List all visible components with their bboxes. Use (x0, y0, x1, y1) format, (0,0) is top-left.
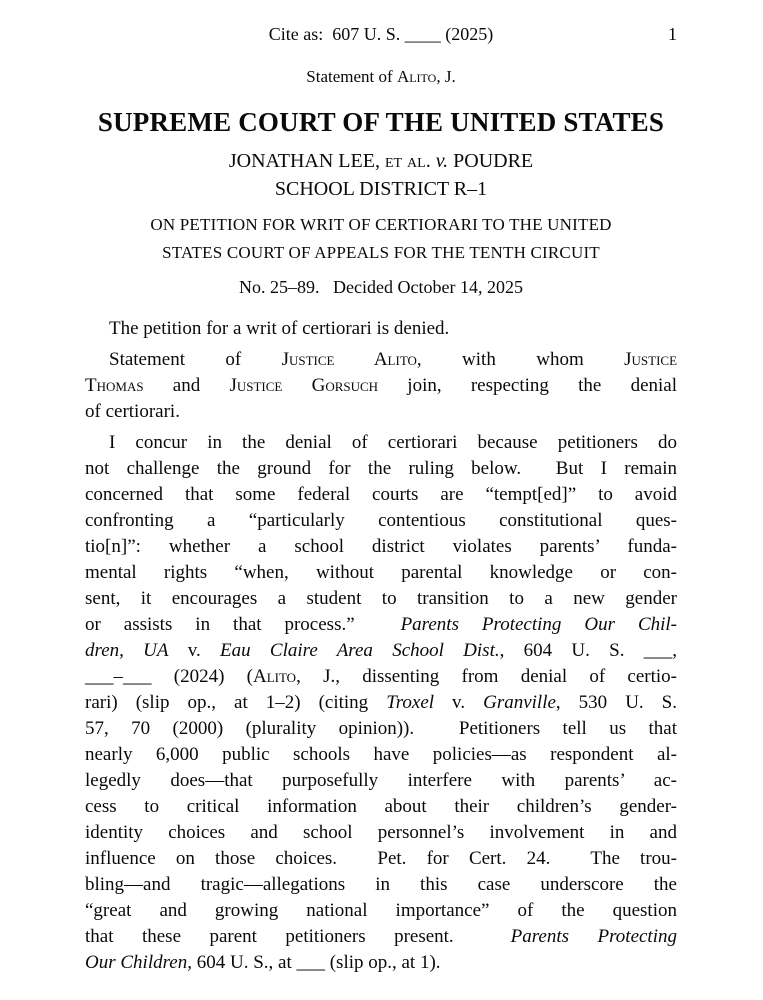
body-line: bling—and tragic—allegations in this case underscore the (85, 874, 677, 895)
body-line: influence on those choices. Pet. for Cert. 24. The trou- (85, 848, 677, 869)
petition-line-1: ON PETITION FOR WRIT OF CERTIORARI TO THE UNITED (150, 215, 612, 234)
body-line: 57, 70 (2000) (plurality opinion)). Petitioners tell us that (85, 718, 677, 739)
case-caption (85, 147, 677, 203)
body-line: The petition for a writ of certiorari is denied. (109, 318, 450, 339)
case-name-line-2: SCHOOL DISTRICT R–1 (274, 178, 488, 200)
body-line: confronting a “particularly contentious constitutional ques- (85, 510, 677, 531)
body-line: rari) (slip op., at 1–2) (citing Troxel v. Granville, 530 U. S. (85, 692, 677, 713)
page-number: 1 (668, 24, 677, 44)
petition-line-2: STATES COURT OF APPEALS FOR THE TENTH CIRCUIT (162, 243, 600, 262)
body-line: concerned that some federal courts are “tempt[ed]” to avoid (85, 484, 677, 505)
docket-line: No. 25–89. Decided October 14, 2025 (239, 277, 523, 297)
body-line: Thomas and Justice Gorsuch join, respecting the denial (85, 375, 678, 396)
court-title: SUPREME COURT OF THE UNITED STATES (97, 107, 665, 137)
body-line: not challenge the ground for the ruling below. But I remain (85, 458, 677, 479)
paragraph (85, 316, 677, 342)
body-line: dren, UA v. Eau Claire Area School Dist., 604 U. S. ___, (85, 640, 677, 661)
body-line: ___–___ (2024) (Alito, J., dissenting from denial of certio- (85, 666, 678, 687)
body-line: tio[n]”: whether a school district violates parents’ funda- (85, 536, 677, 557)
body-line: legedly does—that purposefully interfere with parents’ ac- (85, 770, 677, 791)
body-line: cess to critical information about their children’s gender- (85, 796, 677, 817)
body-line: of certiorari. (85, 401, 180, 422)
citation-line: Cite as: 607 U. S. ____ (2025) (268, 24, 494, 44)
body-line: Statement of Justice Alito, with whom Justice (109, 349, 678, 370)
body-line: Our Children, 604 U. S., at ___ (slip op., at 1). (85, 952, 441, 973)
paragraph (85, 430, 677, 976)
page-header (85, 22, 677, 46)
body-line: or assists in that process.” Parents Protecting Our Chil- (85, 614, 677, 635)
body-line: nearly 6,000 public schools have policies—as respondent al- (85, 744, 677, 765)
paragraph (85, 347, 677, 425)
body-line: I concur in the denial of certiorari because petitioners do (109, 432, 677, 453)
case-name-line-1: JONATHAN LEE, et al. v. POUDRE (228, 150, 534, 172)
running-head: Statement of Alito, J. (306, 67, 456, 86)
body-line: “great and growing national importance” of the question (85, 900, 677, 921)
body-line: that these parent petitioners present. Parents Protecting (85, 926, 677, 947)
body-line: sent, it encourages a student to transition to a new gender (85, 588, 677, 609)
opinion-body (85, 316, 677, 976)
petition-statement (85, 211, 677, 267)
body-line: mental rights “when, without parental knowledge or con- (85, 562, 677, 583)
body-line: identity choices and school personnel’s involvement in and (85, 822, 677, 843)
